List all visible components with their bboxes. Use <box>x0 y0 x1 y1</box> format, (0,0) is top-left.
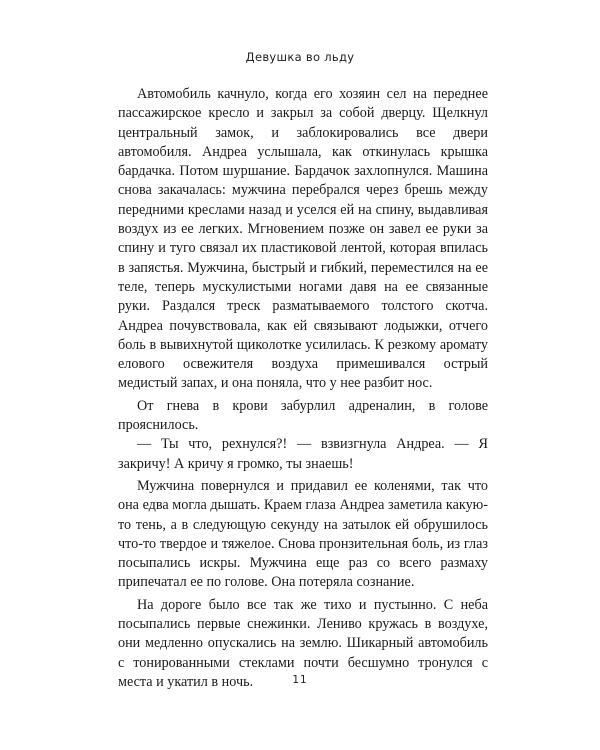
paragraph-4: Мужчина повернулся и придавил ее коленями, так что она едва могла дышать. Краем глаза Андреа заметила какую-то тень, а в следующую секунду на затылок ей обрушилось что-то твердое и тяжелое. Снова пронзительная боль, из глаз посыпались искры. Мужчина еще раз со всего размаху припечатал ее по голове. Она потеряла сознание. <box>118 477 488 591</box>
paragraph-1: Автомобиль качнуло, когда его хозяин сел на переднее пассажирское кресло и закрыл за собой дверцу. Щелкнул центральный замок, и заблокировались все двери автомобиля. Андреа услышала, как откинулась крышка бардачка. Потом шуршание. Бардачок захлопнулся. Машина снова закачалась: мужчина перебрался через брешь между передними креслами назад и уселся ей на спину, выдавливая воздух из ее легких. Мгновением позже он завел ее руки за спину и туго связал их пластиковой лентой, которая впилась в запястья. Мужчина, быстрый и гибкий, переместился на ее теле, теперь мускулистыми ногами давя на ее связанные руки. Раздался треск разматываемого толстого скотча. Андреа почувствовала, как ей связывают лодыжки, отчего боль в вывихнутой щиколотке усилилась. К резкому аромату елового освежителя воздуха примешивался острый медистый запах, и она поняла, что у нее разбит нос. <box>118 86 488 392</box>
paragraph-5: На дороге было все так же тихо и пустынно. С неба посыпались первые снежинки. Лениво кружась в воздухе, они медленно опускались на землю. Шикарный автомобиль с тонированными стеклами почти бесшумно тронулся с места и укатил в ночь. <box>118 596 488 690</box>
running-title: Девушка во льду <box>245 50 355 64</box>
paragraph-2: От гнева в крови забурлил адреналин, в голове прояснилось. <box>118 397 488 434</box>
body-text <box>118 85 488 692</box>
paragraph-3: — Ты что, рехнулся?! — взвизгнула Андреа. — Я закричу! А кричу я громко, ты знаешь! <box>118 436 488 472</box>
page-number: 11 <box>292 674 308 686</box>
